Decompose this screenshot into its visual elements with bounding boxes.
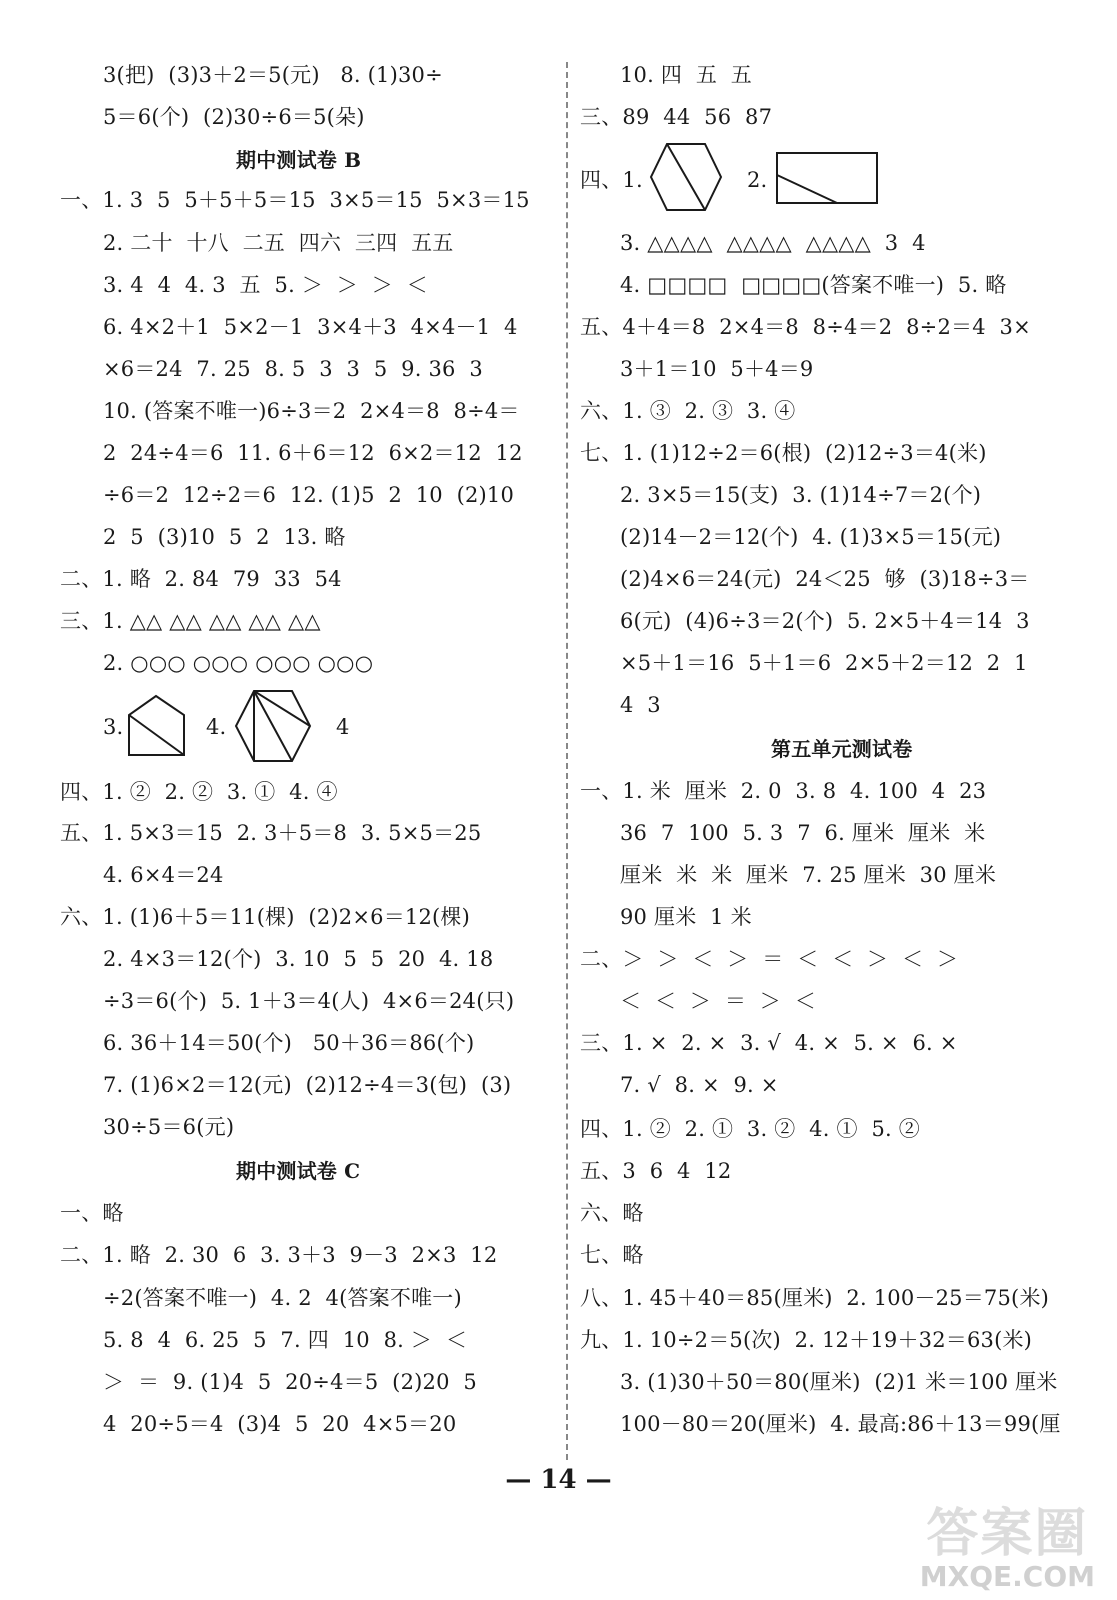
rectangle-figure bbox=[775, 150, 881, 206]
answer-line: 4. bbox=[206, 715, 227, 739]
answer-line: 3(把) (3)3＋2＝5(元) 8. (1)30÷ bbox=[103, 63, 443, 87]
pentagon-figure bbox=[126, 693, 188, 759]
answer-line: 四、1. bbox=[580, 168, 643, 192]
answer-line: 一、1. 米 厘米 2. 0 3. 8 4. 100 4 23 bbox=[580, 779, 987, 803]
answer-line: 一、1. 3 5 5＋5＋5＝15 3×5＝15 5×3＝15 bbox=[60, 188, 530, 212]
answer-line: 2. 4×3＝12(个) 3. 10 5 5 20 4. 18 bbox=[103, 947, 494, 971]
section-title: 第五单元测试卷 bbox=[771, 737, 913, 761]
answer-line: 10. 四 五 五 bbox=[620, 63, 752, 87]
answer-line: 3＋1＝10 5＋4＝9 bbox=[620, 357, 814, 381]
answer-line: 三、1. × 2. × 3. √ 4. × 5. × 6. × bbox=[580, 1031, 958, 1055]
answer-line: 3. △△△△ △△△△ △△△△ 3 4 bbox=[620, 231, 926, 255]
answer-line: 二、1. 略 2. 30 6 3. 3＋3 9－3 2×3 12 bbox=[60, 1243, 498, 1267]
answer-line: 2. bbox=[747, 168, 768, 192]
watermark-logo bbox=[920, 1506, 1095, 1592]
answer-line: 四、1. ② 2. ② 3. ① 4. ④ bbox=[60, 780, 338, 804]
answer-line: 6(元) (4)6÷3＝2(个) 5. 2×5＋4＝14 3 bbox=[620, 609, 1030, 633]
answer-line: ＞ ＝ 9. (1)4 5 20÷4＝5 (2)20 5 bbox=[103, 1370, 477, 1394]
answer-line: 10. (答案不唯一)6÷3＝2 2×4＝8 8÷4＝ bbox=[103, 399, 520, 423]
answer-line: 7. (1)6×2＝12(元) (2)12÷4＝3(包) (3) bbox=[103, 1073, 512, 1097]
answer-line: 六、略 bbox=[580, 1201, 644, 1225]
answer-line: 4 20÷5＝4 (3)4 5 20 4×5＝20 bbox=[103, 1412, 457, 1436]
answer-line: 7. √ 8. × 9. × bbox=[620, 1073, 779, 1097]
answer-line: 五、3 6 4 12 bbox=[580, 1159, 732, 1183]
column-divider bbox=[566, 62, 568, 1460]
answer-line: 2 5 (3)10 5 2 13. 略 bbox=[103, 525, 346, 549]
answer-line: 四、1. ② 2. ① 3. ② 4. ① 5. ② bbox=[580, 1117, 920, 1141]
answer-line: 6. 4×2＋1 5×2－1 3×4＋3 4×4－1 4 bbox=[103, 315, 518, 339]
answer-line: 3. bbox=[103, 715, 124, 739]
section-title: 期中测试卷 C bbox=[236, 1159, 361, 1183]
answer-line: 4 bbox=[336, 715, 350, 739]
answer-line: ÷3＝6(个) 5. 1＋3＝4(人) 4×6＝24(只) bbox=[103, 989, 515, 1013]
answer-line: 30÷5＝6(元) bbox=[103, 1115, 235, 1139]
answer-line: 二、＞ ＞ ＜ ＞ ＝ ＜ ＜ ＞ ＜ ＞ bbox=[580, 947, 959, 971]
answer-line: 36 7 100 5. 3 7 6. 厘米 厘米 米 bbox=[620, 821, 986, 845]
answer-line: 八、1. 45＋40＝85(厘米) 2. 100－25＝75(米) bbox=[580, 1286, 1050, 1310]
answer-line: 3. 4 4 4. 3 五 5. ＞ ＞ ＞ ＜ bbox=[103, 273, 428, 297]
answer-line: 三、89 44 56 87 bbox=[580, 105, 773, 129]
answer-line: ÷6＝2 12÷2＝6 12. (1)5 2 10 (2)10 bbox=[103, 483, 515, 507]
section-title: 期中测试卷 B bbox=[236, 148, 362, 172]
answer-line: (2)4×6＝24(元) 24＜25 够 (3)18÷3＝ bbox=[620, 567, 1030, 591]
answer-line: ＜ ＜ ＞ ＝ ＞ ＜ bbox=[620, 989, 816, 1013]
answer-line: 七、略 bbox=[580, 1243, 644, 1267]
answer-line: 三、1. △△ △△ △△ △△ △△ bbox=[60, 609, 321, 633]
hexagon-figure bbox=[232, 688, 314, 764]
answer-line: 六、1. ③ 2. ③ 3. ④ bbox=[580, 399, 796, 423]
answer-line: 九、1. 10÷2＝5(次) 2. 12＋19＋32＝63(米) bbox=[580, 1328, 1033, 1352]
answer-line: 2 24÷4＝6 11. 6＋6＝12 6×2＝12 12 bbox=[103, 441, 523, 465]
answer-line: 100－80＝20(厘米) 4. 最高:86＋13＝99(厘 bbox=[620, 1412, 1061, 1436]
answer-line: 五、4＋4＝8 2×4＝8 8÷4＝2 8÷2＝4 3× bbox=[580, 315, 1031, 339]
watermark-url: MXQE.COM bbox=[919, 1560, 1095, 1593]
answer-line: 2. 二十 十八 二五 四六 三四 五五 bbox=[103, 231, 454, 255]
answer-line: ×5＋1＝16 5＋1＝6 2×5＋2＝12 2 1 bbox=[620, 651, 1028, 675]
page-number: — 14 — bbox=[505, 1465, 612, 1495]
answer-line: 4 3 bbox=[620, 693, 661, 717]
answer-line: ×6＝24 7. 25 8. 5 3 3 5 9. 36 3 bbox=[103, 357, 483, 381]
answer-line: 七、1. (1)12÷2＝6(根) (2)12÷3＝4(米) bbox=[580, 441, 987, 465]
answer-line: 五、1. 5×3＝15 2. 3＋5＝8 3. 5×5＝25 bbox=[60, 821, 482, 845]
watermark-title: 答案圈 bbox=[926, 1504, 1089, 1564]
answer-line: 4. 6×4＝24 bbox=[103, 863, 224, 887]
answer-line: 5. 8 4 6. 25 5 7. 四 10 8. ＞ ＜ bbox=[103, 1328, 468, 1352]
answer-line: 3. (1)30＋50＝80(厘米) (2)1 米＝100 厘米 bbox=[620, 1370, 1058, 1394]
hexagon-figure bbox=[647, 141, 725, 213]
answer-line: 二、1. 略 2. 84 79 33 54 bbox=[60, 567, 342, 591]
answer-line: 90 厘米 1 米 bbox=[620, 905, 752, 929]
answer-line: (2)14－2＝12(个) 4. (1)3×5＝15(元) bbox=[620, 525, 1002, 549]
answer-line: 2. ○○○ ○○○ ○○○ ○○○ bbox=[103, 651, 374, 675]
answer-line: 2. 3×5＝15(支) 3. (1)14÷7＝2(个) bbox=[620, 483, 982, 507]
answer-line: 6. 36＋14＝50(个) 50＋36＝86(个) bbox=[103, 1031, 475, 1055]
answer-line: 六、1. (1)6＋5＝11(棵) (2)2×6＝12(棵) bbox=[60, 905, 471, 929]
answer-line: ÷2(答案不唯一) 4. 2 4(答案不唯一) bbox=[103, 1286, 462, 1310]
answer-line: 厘米 米 米 厘米 7. 25 厘米 30 厘米 bbox=[620, 863, 997, 887]
answer-line: 一、略 bbox=[60, 1201, 124, 1225]
answer-line: 5＝6(个) (2)30÷6＝5(朵) bbox=[103, 105, 365, 129]
answer-line: 4. □□□□ □□□□(答案不唯一) 5. 略 bbox=[620, 273, 1007, 297]
